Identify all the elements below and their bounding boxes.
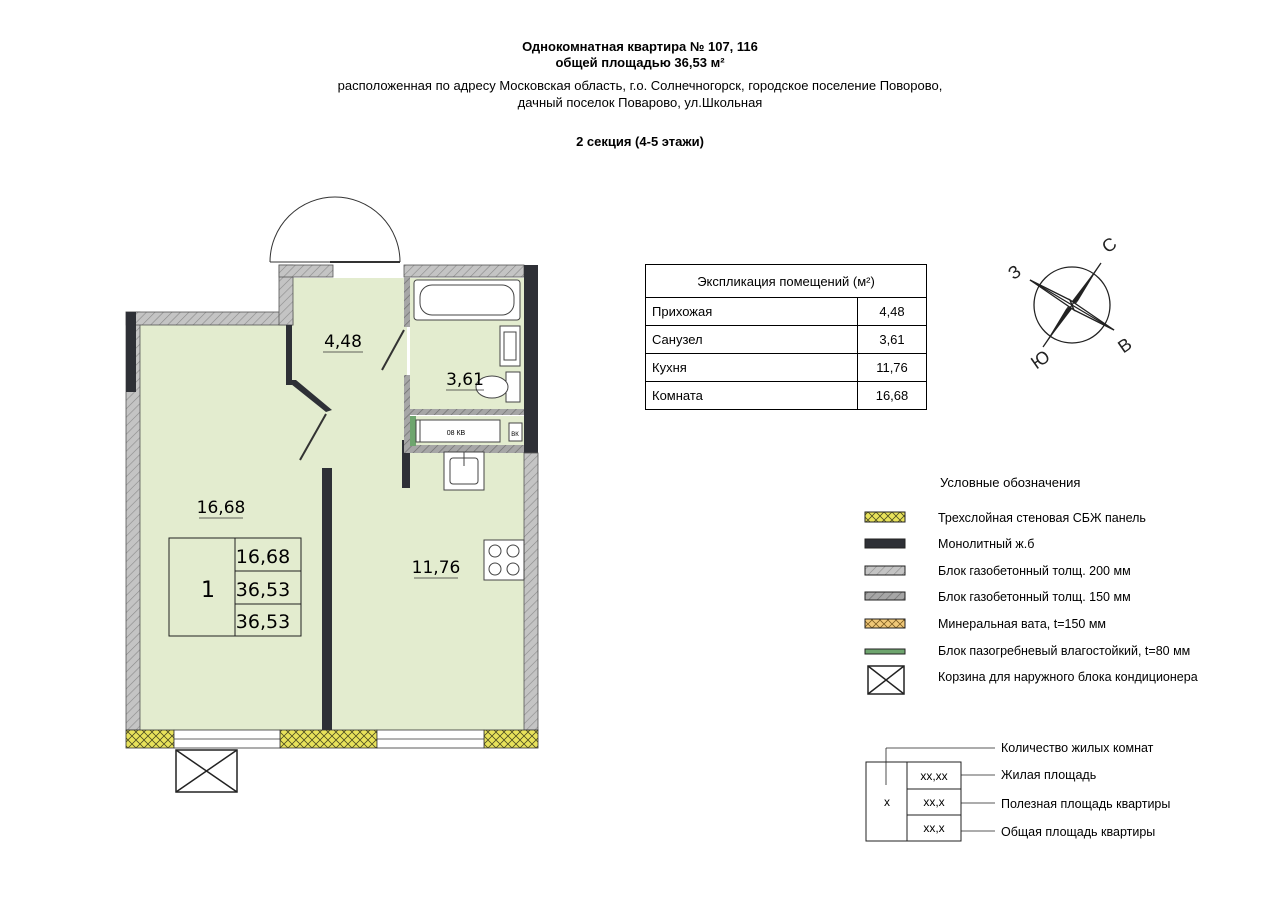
kitchen-floor — [332, 452, 524, 730]
plan-section: 2 секция (4-5 этажи) — [576, 134, 704, 149]
plan-area-line: общей площадью 36,53 м² — [555, 55, 725, 70]
vk-label: ВК — [511, 432, 519, 438]
apt-living-area: 16,68 — [235, 546, 291, 568]
bath-area-label: 3,61 — [446, 370, 484, 390]
compass-rose — [1030, 263, 1114, 347]
room-value: 16,68 — [858, 382, 927, 410]
legend-title: Условные обозначения — [940, 475, 1081, 490]
key-total-symbol: xx,x — [923, 821, 945, 835]
table-row — [646, 382, 927, 410]
plan-address-line-2: дачный поселок Поварово, ул.Школьная — [517, 95, 763, 110]
key-rooms-symbol: x — [884, 795, 890, 809]
duct-label: 08 КВ — [446, 430, 466, 437]
ac-basket — [176, 750, 237, 792]
table-row — [646, 298, 927, 326]
key-rooms-label: Количество жилых комнат — [1001, 741, 1154, 755]
key-living-symbol: xx,xx — [920, 769, 948, 783]
key-total-label: Общая площадь квартиры — [1001, 825, 1156, 839]
bathtub — [414, 280, 520, 320]
room-name: Кухня — [646, 354, 858, 382]
apt-total-area: 36,53 — [235, 611, 291, 633]
legend-item-sandwich-panel: Трехслойная стеновая СБЖ панель — [938, 511, 1146, 525]
kitchen-area-label: 11,76 — [411, 558, 461, 578]
key-useful-symbol: xx,x — [923, 795, 945, 809]
legend-item-gasblock-200: Блок газобетонный толщ. 200 мм — [938, 564, 1131, 578]
plan-address-line-1: расположенная по адресу Московская область, г.о. Солнечногорск, городское поселение Поворово, — [337, 78, 943, 93]
compass-west: З — [1004, 261, 1025, 284]
room-value: 4,48 — [858, 298, 927, 326]
room-name: Санузел — [646, 326, 858, 354]
explication-header-row — [646, 265, 927, 298]
legend-item-mineral-wool: Минеральная вата, t=150 мм — [938, 617, 1107, 631]
room-name: Прихожая — [646, 298, 858, 326]
legend-swatches — [865, 512, 905, 694]
plan-title: Однокомнатная квартира № 107, 116 — [522, 39, 758, 54]
stove — [484, 540, 524, 580]
room-area-label: 16,68 — [196, 498, 246, 518]
legend-item-gasblock-150: Блок газобетонный толщ. 150 мм — [938, 590, 1131, 604]
compass-north: С — [1098, 233, 1121, 258]
table-row — [646, 326, 927, 354]
legend-item-monolith: Монолитный ж.б — [938, 537, 1035, 551]
key-living-label: Жилая площадь — [1001, 768, 1097, 782]
balcony-door-swing — [270, 197, 400, 262]
kitchen-sink — [444, 452, 484, 490]
key-useful-label: Полезная площадь квартиры — [1001, 797, 1171, 811]
washbasin — [500, 326, 520, 366]
explication-title: Экспликация помещений (м²) — [646, 265, 927, 298]
compass-east: В — [1114, 333, 1136, 358]
legend-item-ac-basket: Корзина для наружного блока кондиционера — [938, 670, 1198, 684]
room-value: 11,76 — [858, 354, 927, 382]
table-row — [646, 354, 927, 382]
apt-rooms-count: 1 — [201, 578, 215, 603]
compass-south: Ю — [1027, 346, 1054, 374]
explication-table — [645, 264, 927, 410]
room-name: Комната — [646, 382, 858, 410]
hall-area-label: 4,48 — [324, 332, 362, 352]
apt-useful-area: 36,53 — [235, 579, 291, 601]
room-value: 3,61 — [858, 326, 927, 354]
legend-item-tongue-groove-block: Блок пазогребневый влагостойкий, t=80 мм — [938, 644, 1191, 658]
